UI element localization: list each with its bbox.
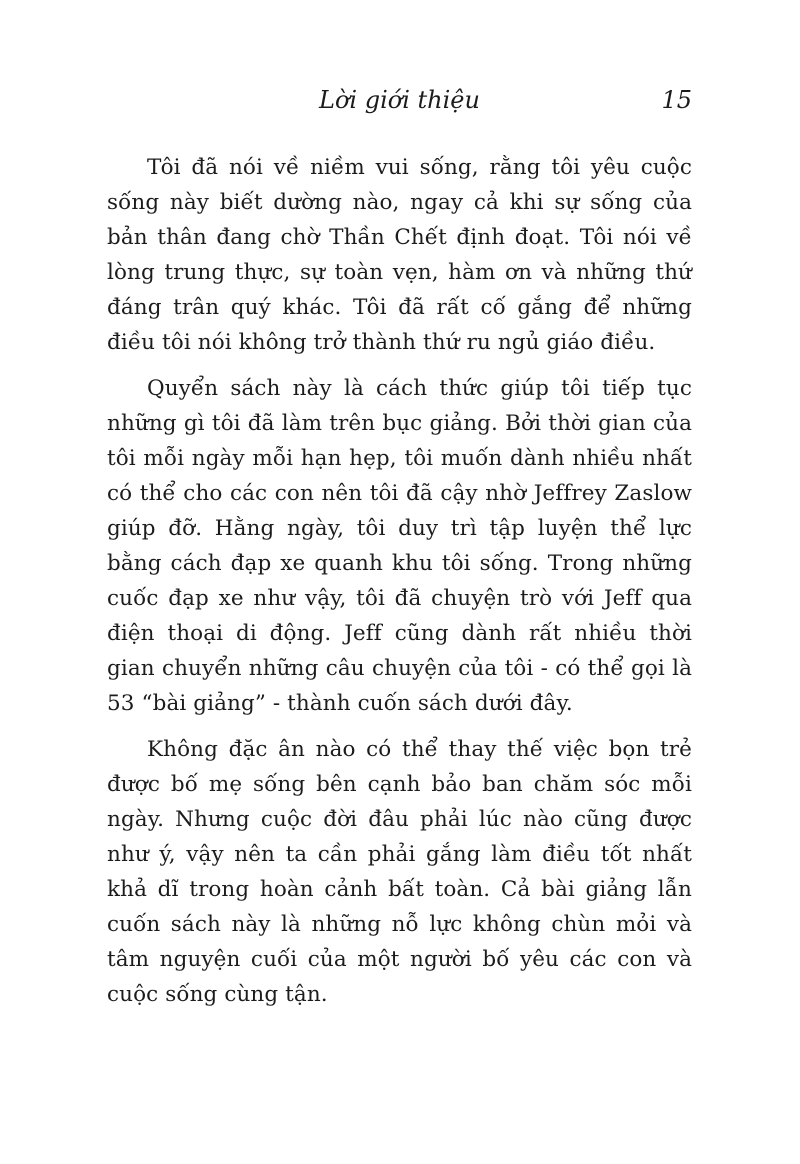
chapter-title: Lời giới thiệu	[319, 86, 480, 114]
paragraph-2: Quyển sách này là cách thức giúp tôi tiếp tục những gì tôi đã làm trên bục giảng. Bởi thời gian của tôi mỗi ngày mỗi hạn hẹp, tôi muốn dành nhiều nhất có thể cho các con nên tôi đã cậy nhờ Jeffrey Zaslow giúp đỡ. Hằng ngày, tôi duy trì tập luyện thể lực bằng cách đạp xe quanh khu tôi sống. Trong những cuốc đạp xe như vậy, tôi đã chuyện trò với Jeff qua điện thoại di động. Jeff cũng dành rất nhiều thời gian chuyển những câu chuyện của tôi - có thể gọi là 53 “bài giảng” - thành cuốn sách dưới đây.	[107, 376, 692, 716]
running-header	[107, 85, 692, 121]
paragraph-1: Tôi đã nói về niềm vui sống, rằng tôi yêu cuộc sống này biết dường nào, ngay cả khi sự sống của bản thân đang chờ Thần Chết định đoạt. Tôi nói về lòng trung thực, sự toàn vẹn, hàm ơn và những thứ đáng trân quý khác. Tôi đã rất cố gắng để những điều tôi nói không trở thành thứ ru ngủ giáo điều.	[107, 155, 692, 355]
paragraph-3: Không đặc ân nào có thể thay thế việc bọn trẻ được bố mẹ sống bên cạnh bảo ban chăm sóc mỗi ngày. Nhưng cuộc đời đâu phải lúc nào cũng được như ý, vậy nên ta cần phải gắng làm điều tốt nhất khả dĩ trong hoàn cảnh bất toàn. Cả bài giảng lẫn cuốn sách này là những nỗ lực không chùn mỏi và tâm nguyện cuối của một người bố yêu các con và cuộc sống cùng tận.	[107, 737, 692, 1007]
body-text	[107, 150, 692, 1023]
page-number: 15	[661, 86, 692, 114]
